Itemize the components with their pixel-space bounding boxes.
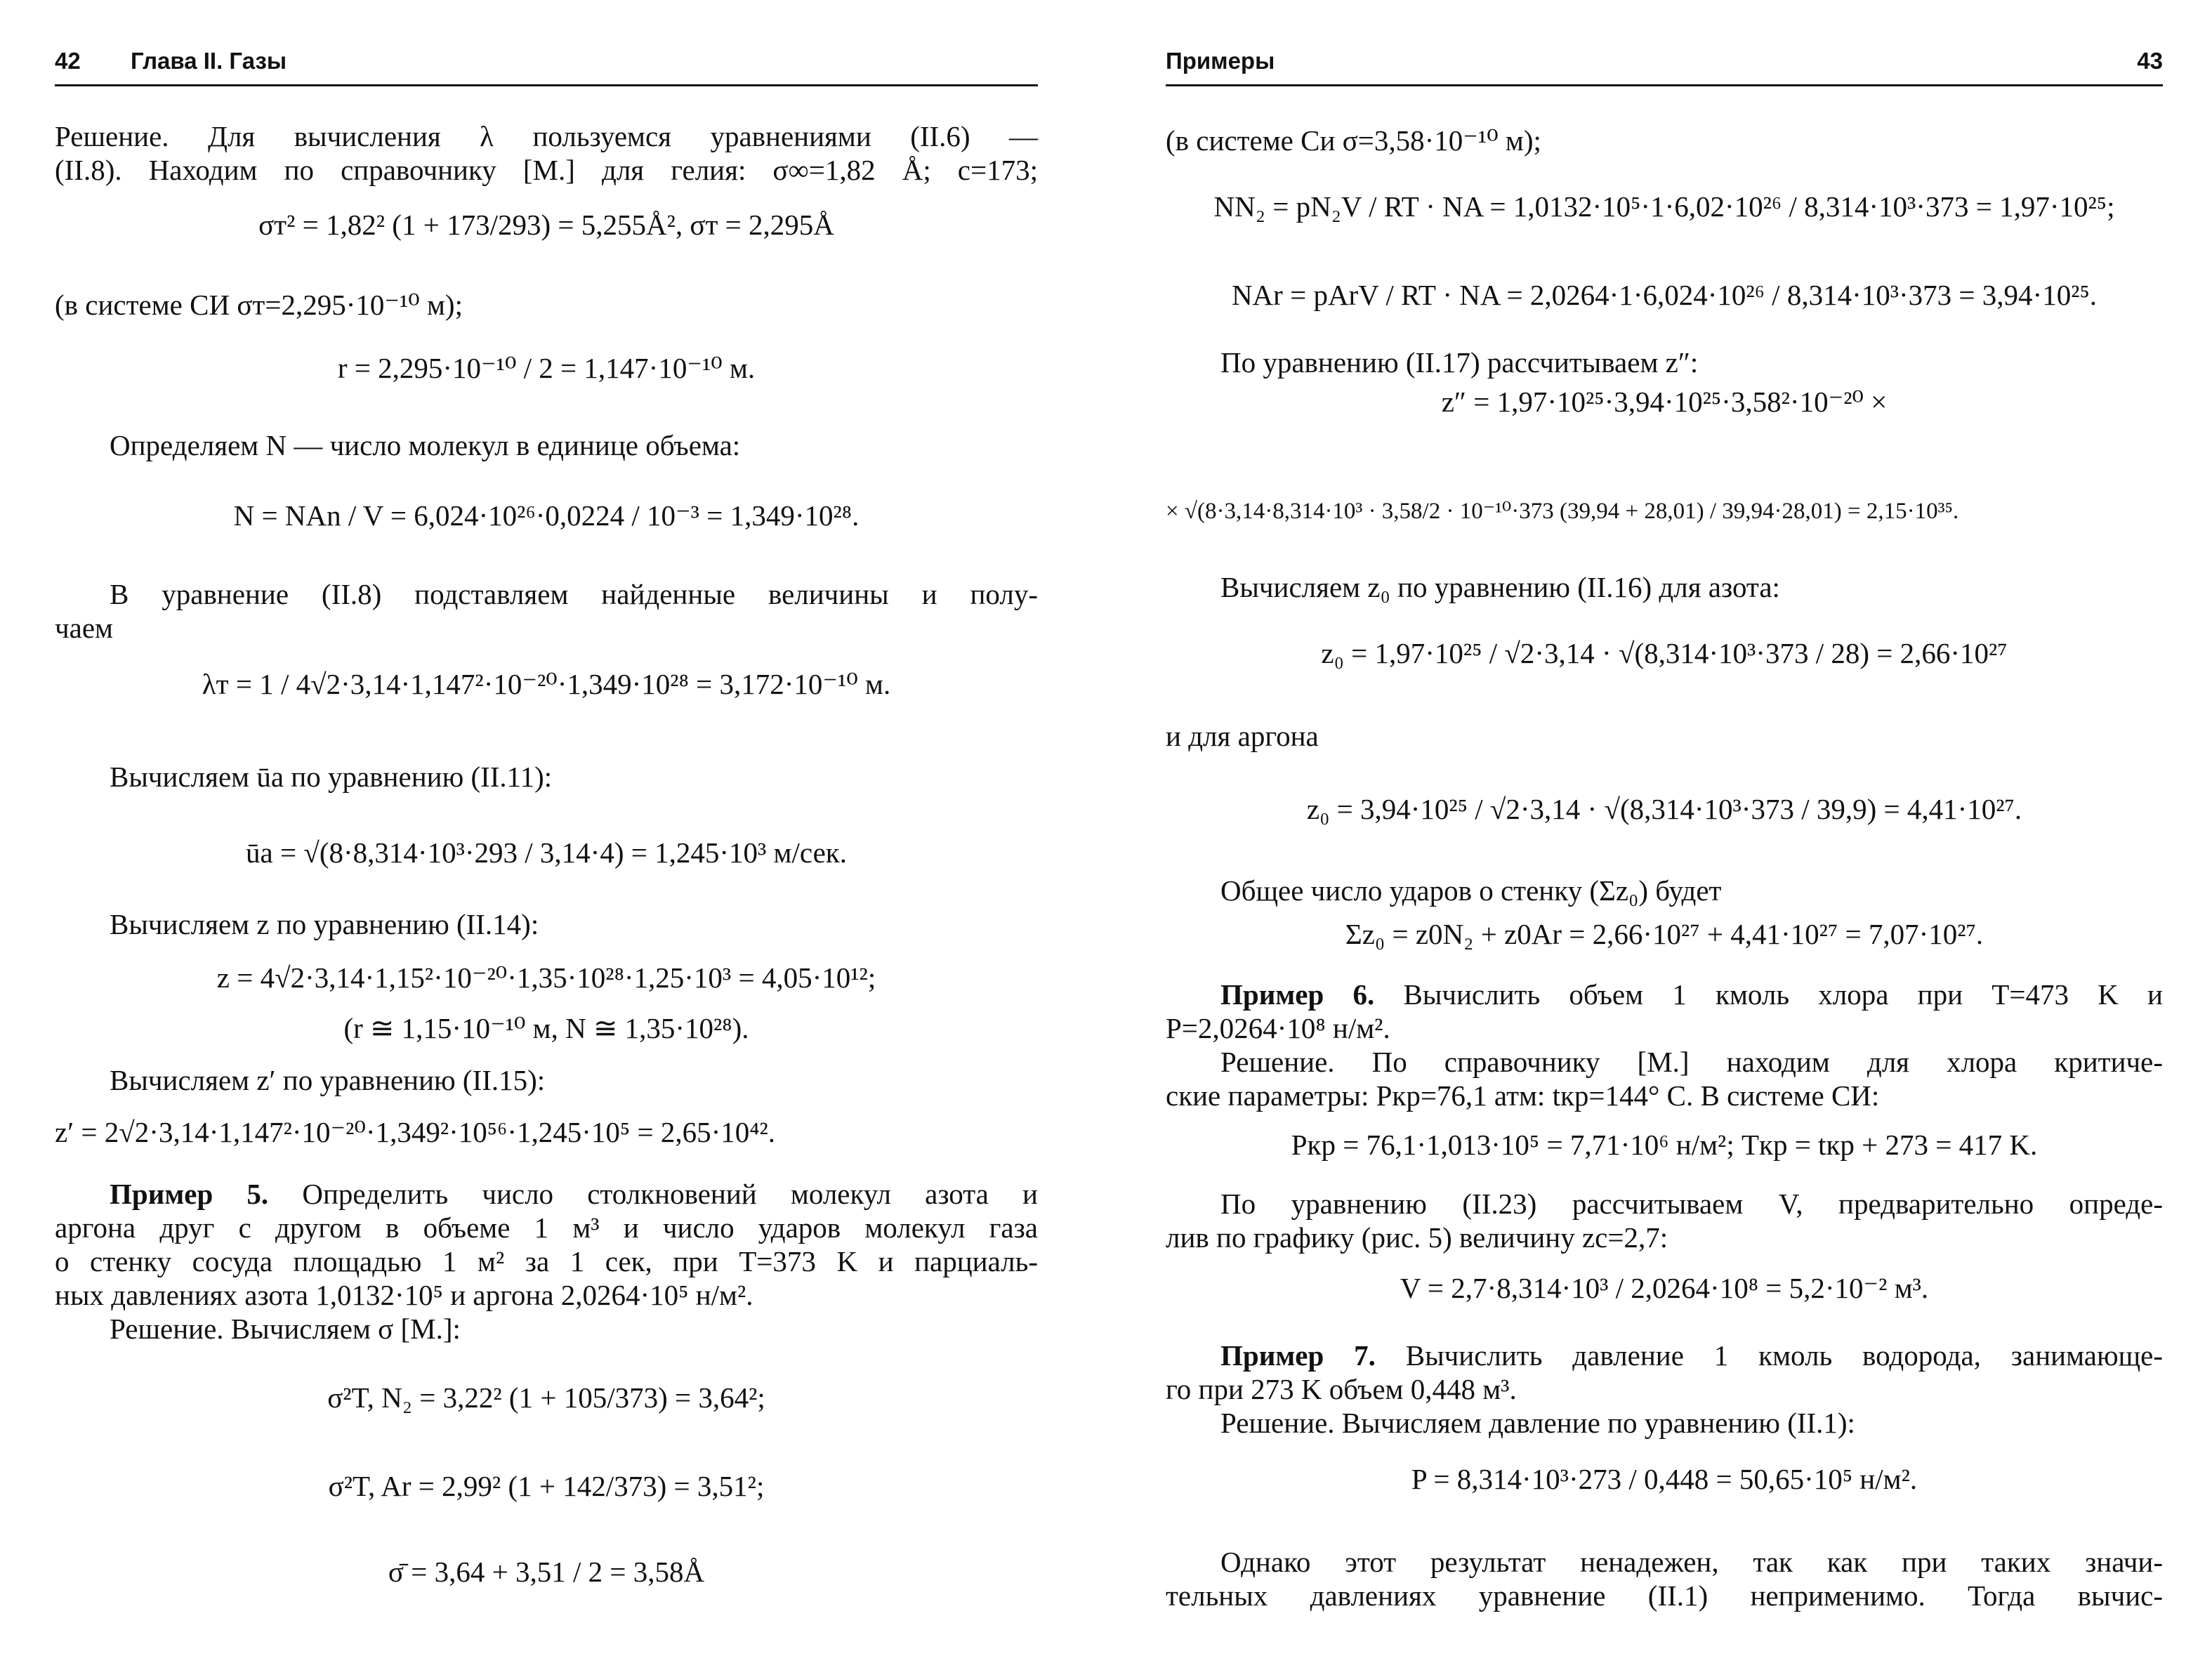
left-page xyxy=(55,0,1038,1656)
text-line: В уравнение (II.8) подставляем найденные величины и полу- xyxy=(110,578,1038,610)
formula: V = 2,7·8,314·10³ / 2,0264·10⁸ = 5,2·10⁻² м³. xyxy=(1400,1272,1929,1304)
page-title: Примеры xyxy=(1166,48,1275,74)
left-running-header xyxy=(55,44,1038,86)
formula: N = NAn / V = 6,024·10²⁶·0,0224 / 10⁻³ = 1,349·10²⁸. xyxy=(233,499,860,532)
right-page xyxy=(1166,0,2163,1656)
formula: × √(8·3,14·8,314·10³ · 3,58/2 · 10⁻¹⁰·373 (39,94 + 28,01) / 39,94·28,01) = 2,15·10³⁵. xyxy=(1166,499,1959,524)
formula: (r ≅ 1,15·10⁻¹⁰ м, N ≅ 1,35·10²⁸). xyxy=(343,1012,749,1044)
text-line: го при 273 K объем 0,448 м³. xyxy=(1166,1373,1517,1405)
formula: Pкр = 76,1·1,013·10⁵ = 7,71·10⁶ н/м²; Tкр = tкр + 273 = 417 K. xyxy=(1291,1129,2038,1161)
text-line: По уравнению (II.17) рассчитываем z″: xyxy=(1220,346,1699,379)
text-line: (в системе СИ σт=2,295·10⁻¹⁰ м); xyxy=(55,289,463,321)
text-line: тельных давлениях уравнение (II.1) неприменимо. Тогда вычис- xyxy=(1166,1579,2163,1612)
formula: z₀ = 1,97·10²⁵ / √2·3,14 · √(8,314·10³·373 / 28) = 2,66·10²⁷ xyxy=(1321,637,2008,669)
formula: z = 4√2·3,14·1,15²·10⁻²⁰·1,35·10²⁸·1,25·10³ = 4,05·10¹²; xyxy=(216,961,876,994)
text-line: ных давлениях азота 1,0132·10⁵ и аргона 2,0264·10⁵ н/м². xyxy=(55,1279,753,1311)
formula: σ̄ = 3,64 + 3,51 / 2 = 3,58Å xyxy=(388,1556,705,1588)
text-line: Определяем N — число молекул в единице объема: xyxy=(110,429,741,461)
text-line: Вычисляем z₀ по уравнению (II.16) для азота: xyxy=(1220,571,1780,603)
formula: z″ = 1,97·10²⁵·3,94·10²⁵·3,58²·10⁻²⁰ × xyxy=(1441,386,1888,418)
example-heading: Пример 5. Определить число столкновений молекул азота и xyxy=(110,1178,1038,1210)
formula: σ²T, Ar = 2,99² (1 + 142/373) = 3,51²; xyxy=(328,1470,765,1502)
formula: z′ = 2√2·3,14·1,147²·10⁻²⁰·1,349²·10⁵⁶·1,245·10⁵ = 2,65·10⁴². xyxy=(55,1116,776,1148)
text-line: аргона друг с другом в объеме 1 м³ и число ударов молекул газа xyxy=(55,1211,1038,1244)
text-line: и для аргона xyxy=(1166,720,1319,752)
text-line: чаем xyxy=(55,612,113,644)
text-line: Общее число ударов о стенку (Σz₀) будет xyxy=(1220,874,1722,907)
example-heading: Пример 6. Вычислить объем 1 кмоль хлора при T=473 K и xyxy=(1220,978,2163,1011)
right-running-header xyxy=(1166,44,2163,86)
formula: NAr = pArV / RT · NA = 2,0264·1·6,024·10²⁶ / 8,314·10³·373 = 3,94·10²⁵. xyxy=(1231,279,2098,311)
text-line: Вычисляем z по уравнению (II.14): xyxy=(110,908,539,940)
text-line: Однако этот результат ненадежен, так как при таких значи- xyxy=(1220,1546,2163,1578)
text-line: ские параметры: Pкр=76,1 атм: tкр=144° C. В системе СИ: xyxy=(1166,1079,1880,1112)
formula: Σz₀ = z0N₂ + z0Ar = 2,66·10²⁷ + 4,41·10²⁷ = 7,07·10²⁷. xyxy=(1345,918,1984,950)
formula: z₀ = 3,94·10²⁵ / √2·3,14 · √(8,314·10³·373 / 39,9) = 4,41·10²⁷. xyxy=(1306,793,2022,825)
left-page-number: 42 xyxy=(55,48,81,74)
text-line: Вычисляем z′ по уравнению (II.15): xyxy=(110,1064,546,1096)
text-line: (в системе Си σ=3,58·10⁻¹⁰ м); xyxy=(1166,124,1541,157)
text-line: P=2,0264·10⁸ н/м². xyxy=(1166,1012,1390,1044)
text-line: Решение. Вычисляем давление по уравнению (II.1): xyxy=(1220,1407,1855,1439)
formula: r = 2,295·10⁻¹⁰ / 2 = 1,147·10⁻¹⁰ м. xyxy=(337,352,756,384)
formula: NN₂ = pN₂V / RT · NA = 1,0132·10⁵·1·6,02·10²⁶ / 8,314·10³·373 = 1,97·10²⁵; xyxy=(1213,190,2115,223)
text-line: о стенку сосуда площадью 1 м² за 1 сек, при T=373 K и парциаль- xyxy=(55,1245,1038,1277)
example-heading: Пример 7. Вычислить давление 1 кмоль водорода, занимающе- xyxy=(1220,1339,2163,1372)
formula: σ²T, N₂ = 3,22² (1 + 105/373) = 3,64²; xyxy=(327,1381,765,1414)
formula: P = 8,314·10³·273 / 0,448 = 50,65·10⁵ н/м². xyxy=(1411,1463,1918,1495)
formula: ūa = √(8·8,314·10³·293 / 3,14·4) = 1,245·10³ м/сек. xyxy=(246,836,847,869)
text-line: Решение. Вычисляем σ [М.]: xyxy=(110,1313,461,1345)
formula: σт² = 1,82² (1 + 173/293) = 5,255Å², σт = 2,295Å xyxy=(258,209,834,241)
text-line: Решение. Для вычисления λ пользуемся уравнениями (II.6) — xyxy=(55,120,1038,152)
text-line: Вычисляем ūa по уравнению (II.11): xyxy=(110,761,553,793)
text-line: (II.8). Находим по справочнику [М.] для гелия: σ∞=1,82 Å; c=173; xyxy=(55,154,1038,186)
right-page-number: 43 xyxy=(2137,48,2163,74)
text-line: лив по графику (рис. 5) величину zc=2,7: xyxy=(1166,1221,1668,1254)
formula: λт = 1 / 4√2·3,14·1,147²·10⁻²⁰·1,349·10²⁸ = 3,172·10⁻¹⁰ м. xyxy=(202,668,891,700)
chapter-title: Глава II. Газы xyxy=(131,48,287,74)
text-line: По уравнению (II.23) рассчитываем V, предварительно опреде- xyxy=(1220,1188,2163,1220)
text-line: Решение. По справочнику [М.] находим для хлора критиче- xyxy=(1220,1046,2163,1078)
